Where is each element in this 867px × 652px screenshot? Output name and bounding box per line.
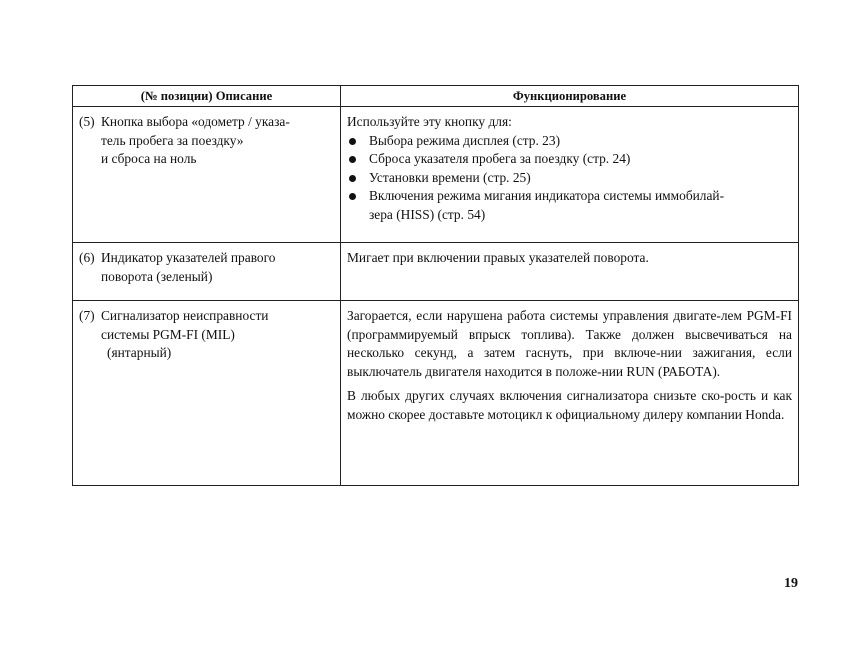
- column-header-description: (№ позиции) Описание: [73, 86, 341, 107]
- table-header-row: [73, 86, 799, 107]
- description-line: Сигнализатор неисправности: [101, 308, 269, 323]
- bullet-icon: [349, 193, 356, 200]
- page-number: 19: [784, 576, 798, 591]
- function-paragraph: В любых других случаях включения сигнализатора снизьте ско-рость и как можно скорее доставьте мотоцикл к официальному дилеру компании Honda.: [347, 388, 792, 422]
- description-line: (янтарный): [107, 345, 172, 360]
- description-line: Индикатор указателей правого: [101, 250, 276, 265]
- function-intro: Используйте эту кнопку для:: [347, 114, 512, 129]
- description-cell: [73, 107, 341, 243]
- column-header-function: Функционирование: [341, 86, 799, 107]
- description-cell: [73, 243, 341, 301]
- item-number: (7): [79, 308, 95, 323]
- description-line: тель пробега за поездку»: [101, 132, 244, 148]
- bullet-icon: [349, 156, 356, 163]
- description-line: системы PGM-FI (MIL): [101, 326, 235, 342]
- description-line: и сброса на ноль: [101, 151, 197, 166]
- table-row: [73, 301, 799, 486]
- function-bullet-list: [347, 132, 792, 225]
- description-line: поворота (зеленый): [101, 268, 213, 284]
- list-item: Сброса указателя пробега за поездку (стр. 24): [347, 150, 792, 169]
- list-item: Выбора режима дисплея (стр. 23): [347, 132, 792, 151]
- description-cell: [73, 301, 341, 486]
- list-item: Установки времени (стр. 25): [347, 169, 792, 188]
- function-cell: [341, 107, 799, 243]
- function-text: Мигает при включении правых указателей поворота.: [347, 250, 649, 265]
- function-cell: [341, 301, 799, 486]
- item-number: (6): [79, 250, 95, 265]
- function-paragraph: Загорается, если нарушена работа системы управления двигате-лем PGM-FI (программируемый впрыск топлива). Также должен высвечиваться на несколько секунд, а затем гаснуть, при включе-нии зажигания, если выключатель двигателя находится в положе-нии RUN (РАБОТА).: [347, 308, 792, 379]
- description-line: Кнопка выбора «одометр / указа-: [101, 114, 290, 129]
- function-cell: [341, 243, 799, 301]
- list-item: Включения режима мигания индикатора системы иммобилай- зера (HISS) (стр. 54): [347, 187, 792, 224]
- item-number: (5): [79, 114, 95, 129]
- bullet-icon: [349, 138, 356, 145]
- bullet-icon: [349, 175, 356, 182]
- controls-table: [72, 85, 799, 486]
- table-row: [73, 107, 799, 243]
- table-row: [73, 243, 799, 301]
